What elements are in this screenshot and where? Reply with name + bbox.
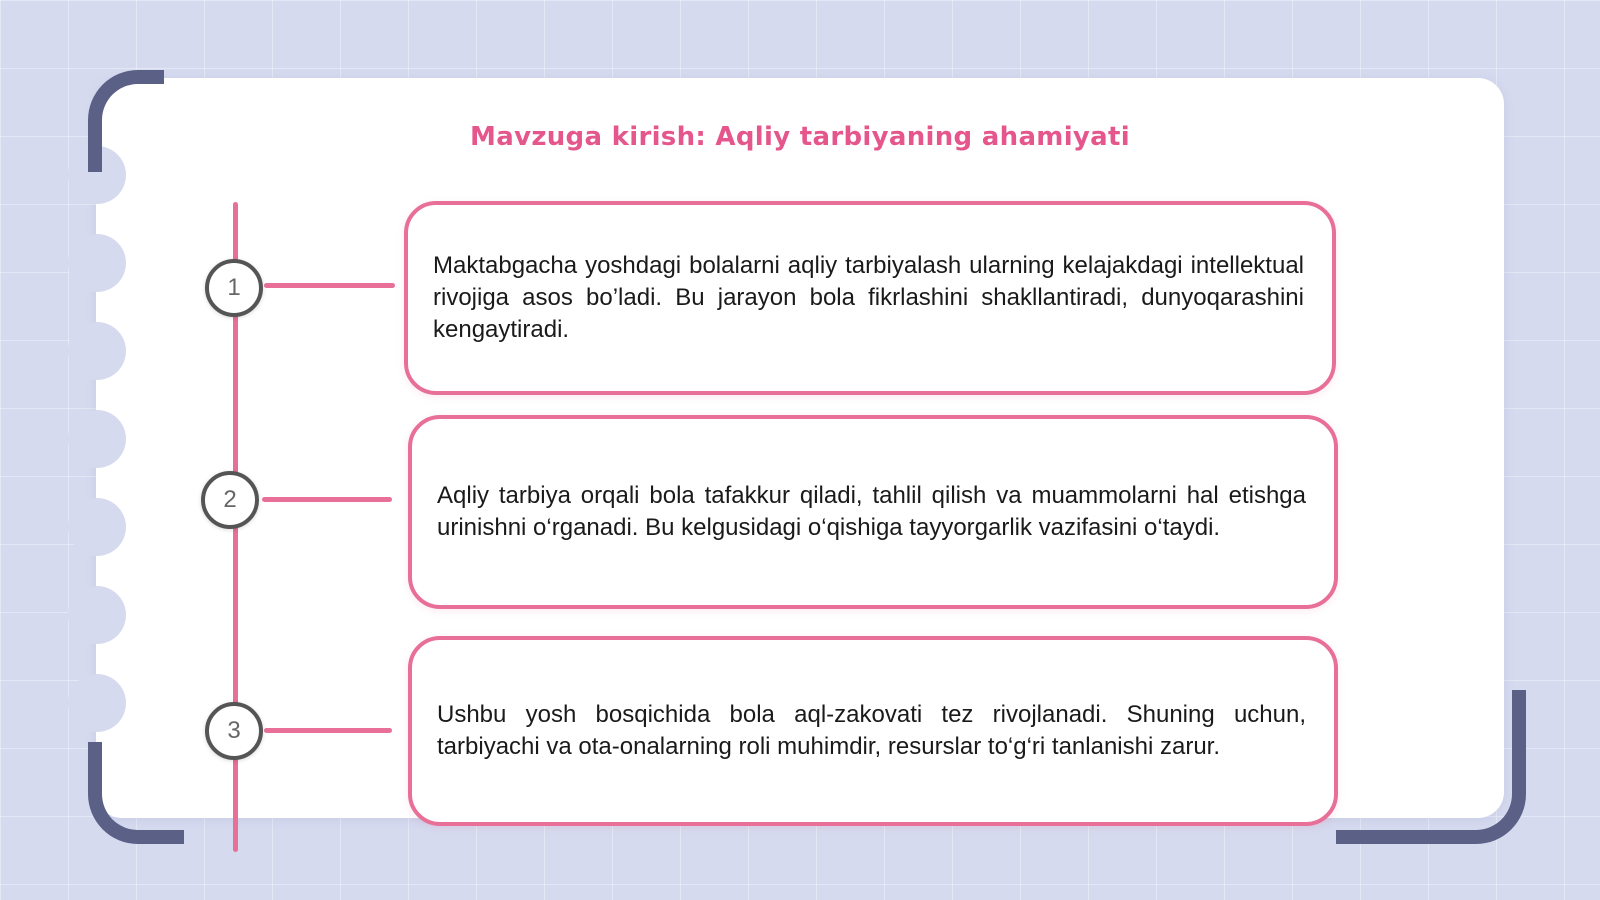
frame-corner-bottom-left xyxy=(88,742,184,844)
timeline-connector xyxy=(264,283,395,288)
paper-scallop xyxy=(68,674,126,732)
paper-scallop xyxy=(68,234,126,292)
paper-scallop xyxy=(68,586,126,644)
paper-scallop xyxy=(68,498,126,556)
frame-corner-top-left xyxy=(88,70,164,172)
timeline-connector xyxy=(262,497,392,502)
timeline-card-text: Ushbu yosh bosqichida bola aql-zakovati tez rivojlanadi. Shuning uchun, tarbiyachi va ota-onalarning roli muhimdir, resurslar to‘g‘ri tanlanishi zarur. xyxy=(437,701,1306,760)
timeline-card-2 xyxy=(408,415,1338,609)
timeline-node-3: 3 xyxy=(205,702,263,760)
timeline-connector xyxy=(264,728,392,733)
timeline-card-1 xyxy=(404,201,1336,395)
timeline-node-2: 2 xyxy=(201,471,259,529)
timeline-node-1: 1 xyxy=(205,259,263,317)
frame-corner-bottom-right xyxy=(1336,690,1526,844)
timeline-card-text: Aqliy tarbiya orqali bola tafakkur qiladi, tahlil qilish va muammolarni hal etishga urinishni o‘rganadi. Bu kelgusidagi o‘qishiga tayyorgarlik vazifasini o‘taydi. xyxy=(437,482,1306,541)
slide-title: Mavzuga kirish: Aqliy tarbiyaning ahamiyati xyxy=(470,122,1130,152)
paper-scallop xyxy=(68,322,126,380)
timeline-card-text: Maktabgacha yoshdagi bolalarni aqliy tarbiyalash ularning kelajakdagi intellektual rivojiga asos bo’ladi. Bu jarayon bola fikrlashini shakllantiradi, dunyoqarashini kengaytiradi. xyxy=(433,252,1304,343)
timeline-card-3 xyxy=(408,636,1338,826)
paper-scallop xyxy=(68,410,126,468)
